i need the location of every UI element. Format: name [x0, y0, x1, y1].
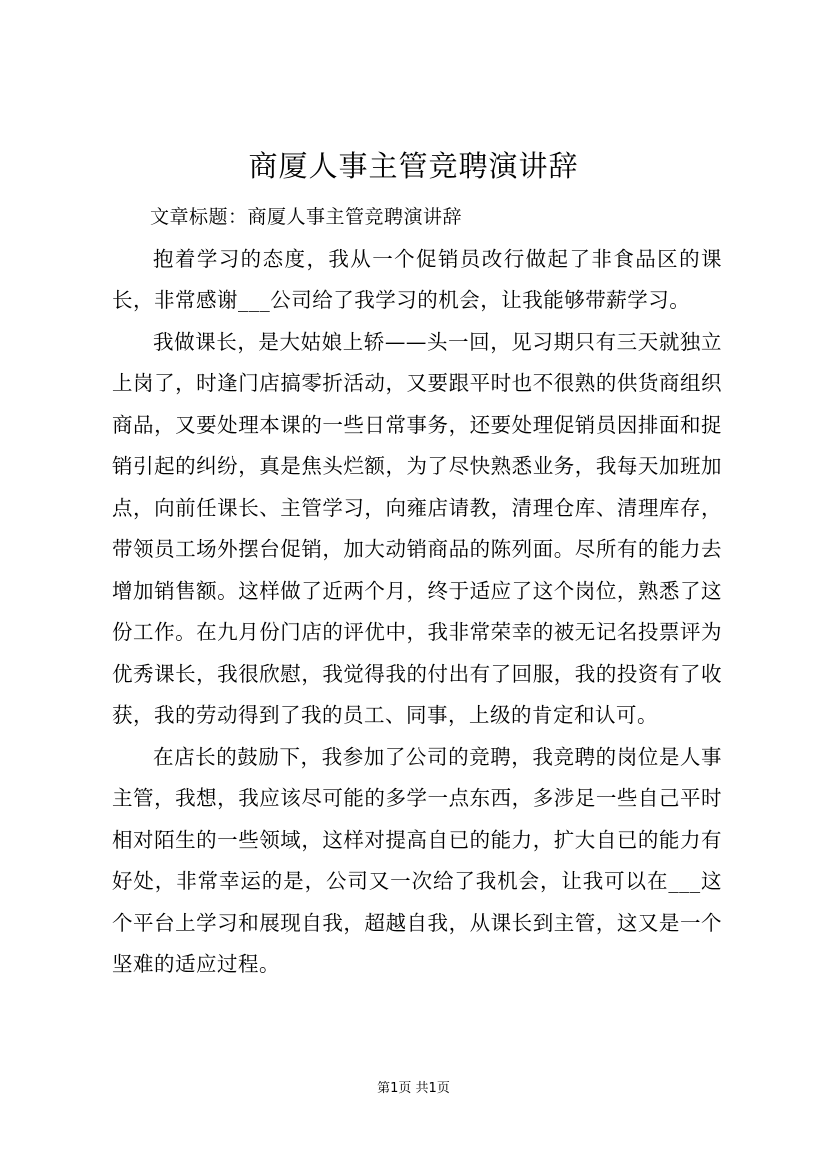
document-title: 商厦人事主管竞聘演讲辞: [248, 149, 579, 183]
paragraph-1: 抱着学习的态度，我从一个促销员改行做起了非食品区的课长，非常感谢___公司给了我学习的机会，让我能够带薪学习。: [112, 246, 722, 312]
article-subtitle: 文章标题：商厦人事主管竞聘演讲辞: [150, 206, 463, 228]
document-body: [112, 197, 722, 986]
page-footer: 第1页 共1页: [377, 1081, 450, 1096]
paragraph-3: 在店长的鼓励下，我参加了公司的竞聘，我竞聘的岗位是人事主管，我想，我应该尽可能的多学一点东西，多涉足一些自己平时相对陌生的一些领域，这样对提高自已的能力，扩大自已的能力有好处，非常幸运的是，公司又一次给了我机会，让我可以在___这个平台上学习和展现自我，超越自我，从课长到主管，这又是一个坚难的适应过程。: [112, 744, 722, 976]
paragraph-2: 我做课长，是大姑娘上轿——头一回，见习期只有三天就独立上岗了，时逢门店搞零折活动，又要跟平时也不很熟的供货商组织商品，又要处理本课的一些日常事务，还要处理促销员因排面和捉销引起的纠纷，真是焦头烂额，为了尽快熟悉业务，我每天加班加点，向前任课长、主管学习，向雍店请教，清理仓库、清理库存，带领员工场外摆台促销，加大动销商品的陈列面。尽所有的能力去增加销售额。这样做了近两个月，终于适应了这个岗位，熟悉了这份工作。在九月份门店的评优中，我非常荣幸的被无记名投票评为优秀课长，我很欣慰，我觉得我的付出有了回服，我的投资有了收获，我的劳动得到了我的员工、同事，上级的肯定和认可。: [112, 329, 722, 727]
